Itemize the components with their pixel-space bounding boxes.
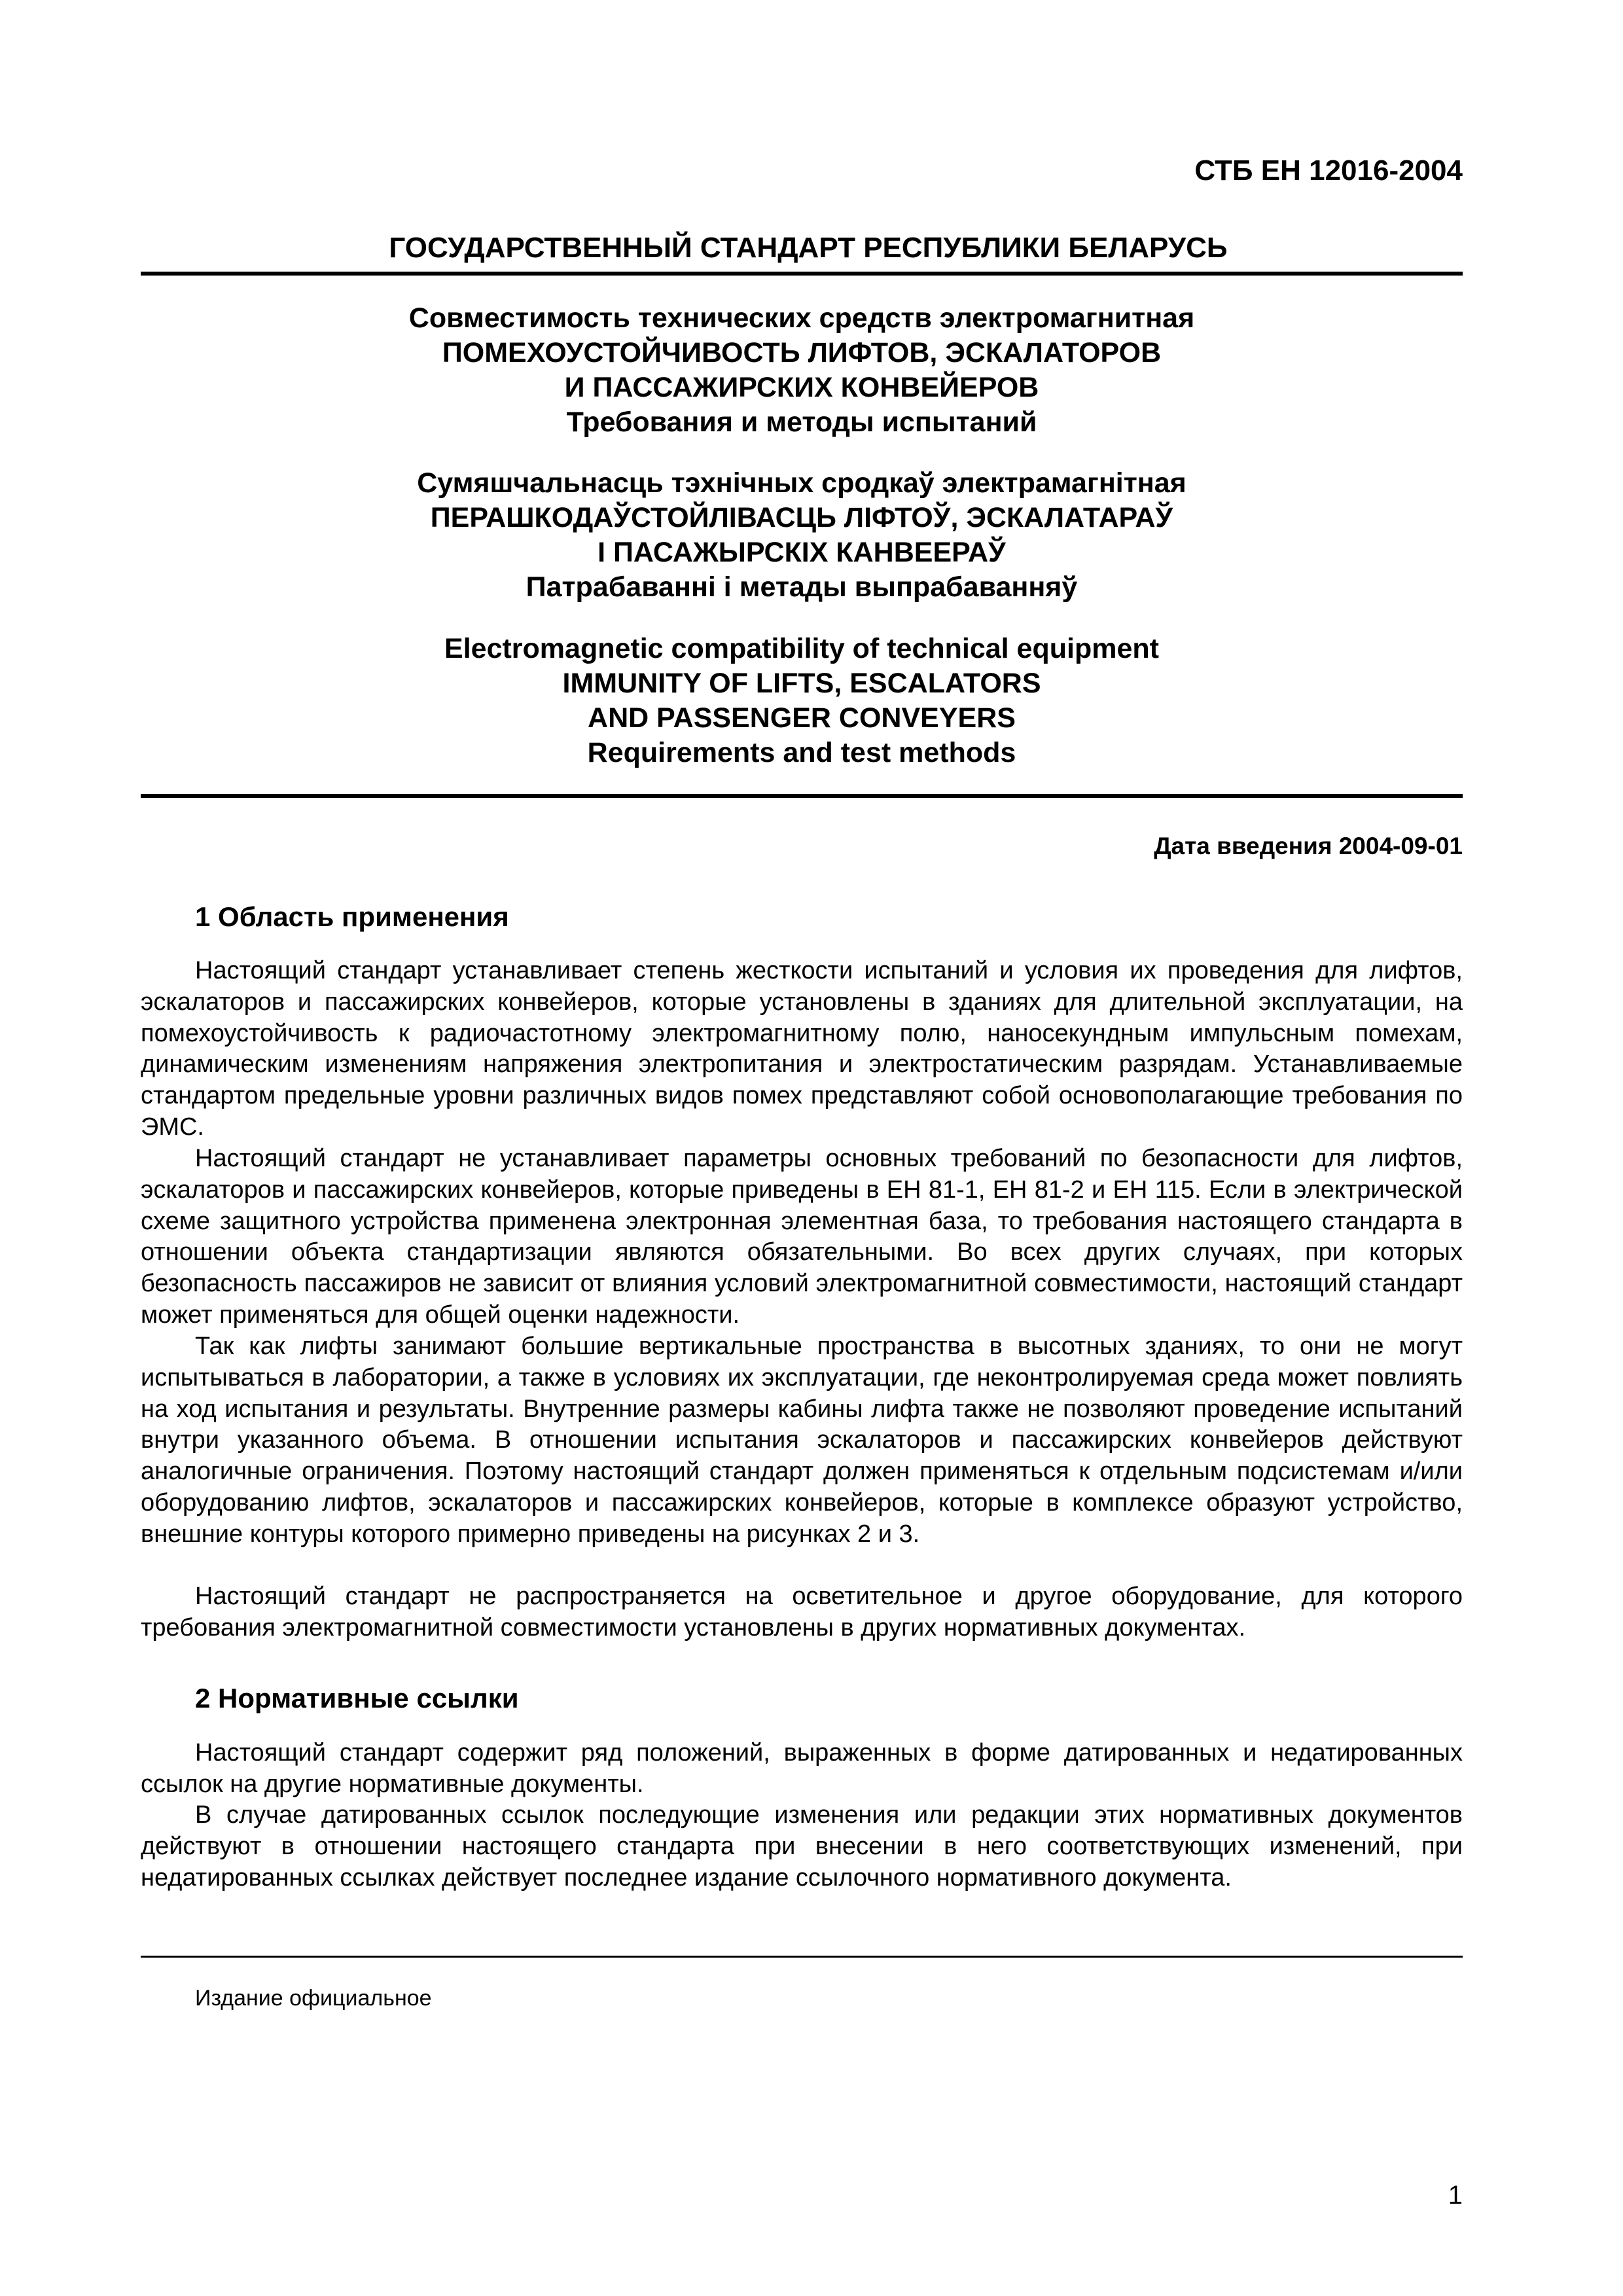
title-en-line-4: Requirements and test methods: [587, 737, 1016, 768]
title-by-line-2: ПЕРАШКОДАЎСТОЙЛІВАСЦЬ ЛІФТОЎ, ЭСКАЛАТАРАЎ: [430, 502, 1173, 533]
edition-note: Издание официальное: [195, 1986, 432, 2011]
state-standard-title: ГОСУДАРСТВЕННЫЙ СТАНДАРТ РЕСПУБЛИКИ БЕЛАРУСЬ: [389, 232, 1228, 264]
title-by-line-3: І ПАСАЖЫРСКІХ КАНВЕЕРАЎ: [597, 537, 1006, 568]
title-by-line-4: Патрабаванні і метады выпрабаванняў: [526, 571, 1078, 603]
title-en-line-3: AND PASSENGER CONVEYERS: [588, 702, 1016, 734]
page-number: 1: [1448, 2181, 1463, 2210]
title-en-line-1: Electromagnetic compatibility of technical equipment: [444, 633, 1159, 664]
title-english: [141, 632, 1463, 770]
title-belarusian: [141, 466, 1463, 605]
title-ru-line-1: Совместимость технических средств электромагнитная: [408, 302, 1195, 334]
introduction-date: Дата введения 2004-09-01: [1154, 833, 1463, 859]
title-russian: [141, 301, 1463, 440]
title-by-line-1: Сумяшчальнасць тэхнічных сродкаў электрамагнітная: [417, 467, 1186, 499]
title-ru-line-2: ПОМЕХОУСТОЙЧИВОСТЬ ЛИФТОВ, ЭСКАЛАТОРОВ: [442, 337, 1162, 368]
title-en-line-2: IMMUNITY OF LIFTS, ESCALATORS: [562, 668, 1041, 699]
title-bottom-rule: [141, 794, 1463, 798]
scope-paragraph-3: Так как лифты занимают большие вертикальные пространства в высотных зданиях, то они не могут испытываться в лаборатории, а также в условиях их эксплуатации, где неконтролируемая среда может повлиять на ход испытания и результаты. Внутренние размеры кабины лифта также не позволяют проведение испытаний внутри указанного объема. В отношении испытания эскалаторов и пассажирских конвейеров действуют аналогичные ограничения. Поэтому настоящий стандарт должен применяться к отдельным подсистемам и/или оборудованию лифтов, эскалаторов и пассажирских конвейеров, которые в комплексе образуют устройство, внешние контуры которого примерно приведены на рисунках 2 и 3.: [141, 1333, 1463, 1548]
header-rule: [141, 272, 1463, 276]
scope-paragraph-2: Настоящий стандарт не устанавливает параметры основных требований по безопасности для лифтов, эскалаторов и пассажирских конвейеров, которые приведены в ЕН 81-1, ЕН 81-2 и ЕН 115. Если в электрической схеме защитного устройства применена электронная элементная база, то требования настоящего стандарта в отношении объекта стандартизации являются обязательными. Во всех других случаях, при которых безопасность пассажиров не зависит от влияния условий электромагнитной совместимости, настоящий стандарт может применяться для общей оценки надежности.: [141, 1145, 1463, 1329]
scope-paragraph-1: Настоящий стандарт устанавливает степень жесткости испытаний и условия их проведения для лифтов, эскалаторов и пассажирских конвейеров, которые установлены в зданиях для длительной эксплуатации, на помехоустойчивость к радиочастотному электромагнитному полю, наносекундным импульсным помехам, динамическим изменениям напряжения электропитания и электростатическим разрядам. Устанавливаемые стандартом предельные уровни различных видов помех представляют собой основополагающие требования по ЭМС.: [141, 957, 1463, 1141]
title-ru-line-3: И ПАССАЖИРСКИХ КОНВЕЙЕРОВ: [564, 372, 1039, 403]
title-ru-line-4: Требования и методы испытаний: [566, 406, 1037, 438]
section-heading-normative-references: 2 Нормативные ссылки: [195, 1683, 519, 1713]
scope-paragraph-4: Настоящий стандарт не распространяется на осветительное и другое оборудование, для которого требования электромагнитной совместимости установлены в других нормативных документах.: [141, 1583, 1463, 1641]
references-paragraph-2: В случае датированных ссылок последующие изменения или редакции этих нормативных документов действуют в отношении настоящего стандарта при внесении в него соответствующих изменений, при недатированных ссылках действует последнее издание ссылочного нормативного документа.: [141, 1801, 1463, 1892]
document-code: СТБ ЕН 12016-2004: [1194, 154, 1463, 187]
footer-rule: [141, 1956, 1463, 1958]
section-heading-scope: 1 Область применения: [195, 901, 509, 932]
references-paragraph-1: Настоящий стандарт содержит ряд положений, выраженных в форме датированных и недатированных ссылок на другие нормативные документы.: [141, 1739, 1463, 1798]
